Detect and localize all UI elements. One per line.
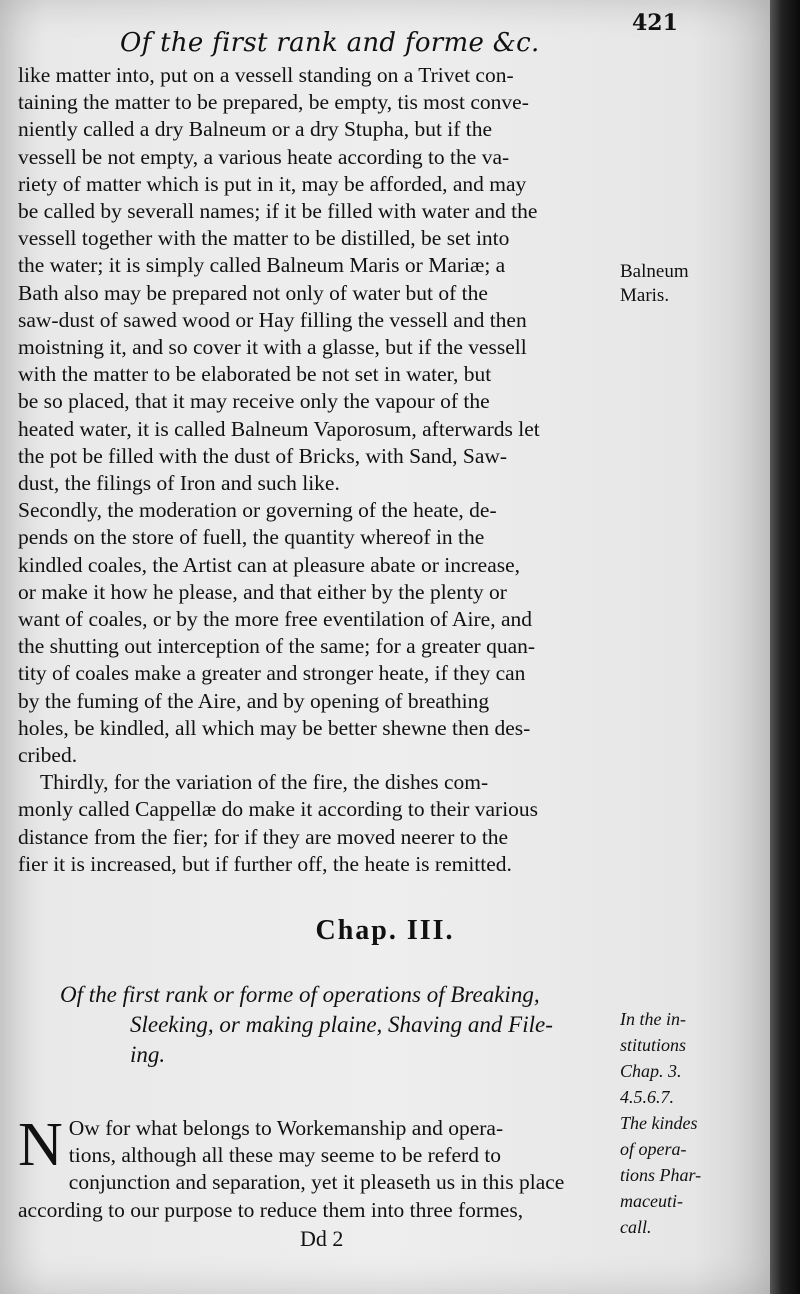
main-text-block [18, 62, 618, 878]
text-line: fier it is increased, but if further off, the heate is remitted. [18, 851, 512, 876]
running-title: Of the first rank and forme &c. [120, 28, 540, 58]
text-line: tity of coales make a greater and stronger heate, if they can [18, 661, 526, 686]
signature-mark: Dd 2 [300, 1226, 344, 1251]
text-line: Secondly, the moderation or governing of the heate, de- [18, 498, 497, 523]
margin-note-line: In the in- [620, 1009, 686, 1029]
chapter-title: Chap. III. [315, 915, 455, 946]
text-line: taining the matter to be prepared, be empty, tis most conve- [18, 90, 529, 115]
margin-note-line: Balneum [620, 261, 689, 282]
text-line: Thirdly, for the variation of the fire, the dishes com- [40, 770, 489, 795]
chapter-text-line: according to our purpose to reduce them into three formes, [18, 1197, 524, 1222]
margin-note-line: maceuti- [620, 1191, 683, 1211]
text-line: the shutting out interception of the same; for a greater quan- [18, 634, 536, 659]
text-line: pends on the store of fuell, the quantity whereof in the [18, 525, 485, 550]
page-number: 421 [632, 10, 678, 36]
book-spine [770, 0, 800, 1294]
text-line: monly called Cappellæ do make it according to their various [18, 797, 539, 822]
text-line: riety of matter which is put in it, may be afforded, and may [18, 171, 527, 196]
margin-note-line: of opera- [620, 1139, 687, 1159]
chapter-text-line: Ow for what belongs to Workemanship and opera- [68, 1116, 504, 1140]
chapter-subtitle-line: Of the first rank or forme of operations of Breaking, [60, 982, 540, 1007]
drop-cap-letter: N [18, 1111, 63, 1179]
text-line: or make it how he please, and that either by the plenty or [18, 579, 507, 604]
chapter-subtitle-line: Sleeking, or making plaine, Shaving and File- [130, 1012, 553, 1037]
text-line: be so placed, that it may receive only the vapour of the [18, 389, 490, 414]
chapter-text-line: tions, although all these may seeme to be referd to [68, 1143, 502, 1168]
margin-note-balneum-maris [620, 260, 765, 308]
text-line: cribed. [18, 743, 78, 768]
text-line: dust, the filings of Iron and such like. [18, 471, 340, 496]
text-line: vessell together with the matter to be distilled, be set into [18, 226, 510, 251]
chapter-text-line: conjunction and separation, yet it pleaseth us in this place [68, 1170, 565, 1195]
chapter-subtitle [60, 980, 620, 1070]
text-line: like matter into, put on a vessell standing on a Trivet con- [18, 63, 514, 87]
margin-note-line: 4.5.6.7. [620, 1087, 674, 1107]
margin-note-line: Maris. [620, 285, 670, 306]
margin-note-institutions [620, 1006, 765, 1240]
text-line: the pot be filled with the dust of Bricks, with Sand, Saw- [18, 443, 508, 468]
text-line: kindled coales, the Artist can at pleasure abate or increase, [18, 552, 521, 577]
text-line: moistning it, and so cover it with a glasse, but if the vessell [18, 335, 527, 360]
margin-note-line: call. [620, 1217, 652, 1237]
text-line: be called by severall names; if it be filled with water and the [18, 199, 538, 224]
margin-note-line: Chap. 3. [620, 1061, 682, 1081]
chapter-subtitle-line: ing. [130, 1042, 166, 1067]
text-line: holes, be kindled, all which may be better shewne then des- [18, 715, 531, 740]
text-line: with the matter to be elaborated be not set in water, but [18, 362, 492, 387]
margin-note-line: stitutions [620, 1035, 687, 1055]
text-line: want of coales, or by the more free eventilation of Aire, and [18, 607, 533, 632]
text-line: the water; it is simply called Balneum Maris or Mariæ; a [18, 253, 506, 278]
text-line: saw-dust of sawed wood or Hay filling the vessell and then [18, 307, 527, 332]
text-line: by the fuming of the Aire, and by opening of breathing [18, 688, 490, 713]
margin-note-line: tions Phar- [620, 1165, 702, 1185]
margin-note-line: The kindes [620, 1113, 698, 1133]
text-line: distance from the fier; for if they are moved neerer to the [18, 824, 509, 849]
text-line: heated water, it is called Balneum Vaporosum, afterwards let [18, 416, 540, 441]
text-line: Bath also may be prepared not only of water but of the [18, 280, 488, 305]
chapter-text-block [18, 1111, 618, 1224]
text-line: vessell be not empty, a various heate according to the va- [18, 144, 510, 169]
text-line: niently called a dry Balneum or a dry Stupha, but if the [18, 117, 493, 142]
